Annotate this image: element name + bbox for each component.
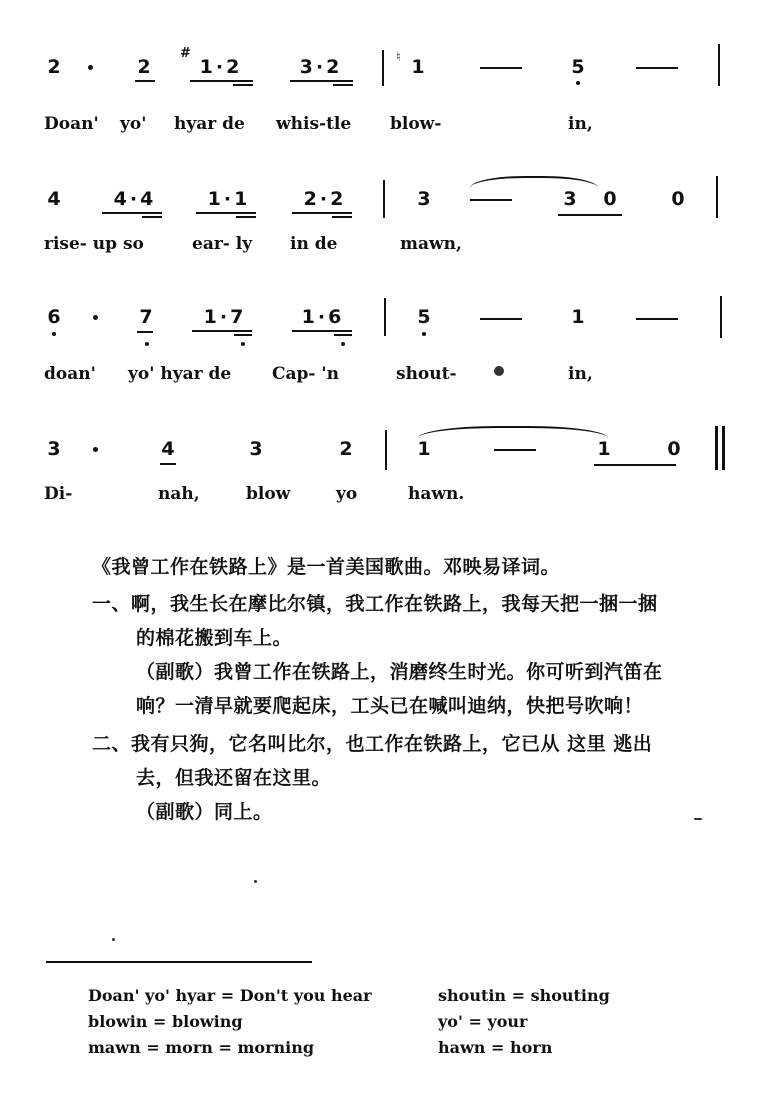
intro-text: 《我曾工作在铁路上》是一首美国歌曲。邓映易译词。 [92,556,561,578]
dash [636,67,678,69]
bar-line [384,298,386,336]
low-octave-dot [145,342,149,346]
dash [480,318,522,320]
note: 2 [47,56,61,78]
note-group: 1·7 [203,306,247,328]
dash [480,67,522,69]
underline [192,330,252,332]
chorus: （副歌）我曾工作在铁路上，消磨终生时光。你可听到汽笛在 [136,661,663,683]
footnote-left: Doan' yo' hyar = Don't you hear [88,986,372,1005]
underline [160,463,176,465]
lyric: doan' [44,364,96,384]
underline [196,212,256,214]
underline [290,80,353,82]
verse-2-cont: 去，但我还留在这里。 [136,767,332,789]
note-group: 2·2 [303,188,347,210]
footnote-right: hawn = horn [438,1038,553,1057]
note: 7 [139,306,153,328]
note: 3 [563,188,577,210]
dash [636,318,678,320]
chorus-cont: 响？一清早就要爬起床，工头已在喊叫迪纳，快把号吹响！ [136,695,644,717]
lyric: rise- up so [44,234,144,254]
underline [190,80,253,82]
tie [418,426,608,438]
underline [292,330,352,332]
underline [142,216,162,218]
underline [333,84,353,86]
tie [470,176,598,188]
lyric: yo' hyar de [128,364,232,384]
underline [233,84,253,86]
underline [234,334,252,336]
bar-line [716,176,718,218]
note: 3 [417,188,431,210]
verse-2: 二、我有只狗，它名叫比尔，也工作在铁路上，它已从 这里 逃出 [92,733,653,755]
lyric: ear- ly [192,234,253,254]
dash [494,449,536,451]
footnote-rule [46,961,312,963]
low-octave-dot [52,332,56,336]
print-speck [112,938,115,941]
note: 1 [417,438,431,460]
print-speck [694,818,702,820]
note: 5 [571,56,585,78]
lyric: whis-tle [276,114,352,134]
dot-extension [93,315,98,320]
dash [470,199,512,201]
lyric: mawn, [400,234,462,254]
underline [137,331,153,333]
bar-line [718,44,720,86]
footnote-right: shoutin = shouting [438,986,610,1005]
note: 1 [411,56,425,78]
lyric: yo' [120,114,147,134]
final-bar-line [715,426,718,470]
lyric: hyar de [174,114,245,134]
note: 0 [667,438,681,460]
lyric: in, [568,364,593,384]
note: 4 [47,188,61,210]
lyric: Cap- 'n [272,364,339,384]
bar-line [382,50,384,86]
underline [332,216,352,218]
note: 5 [417,306,431,328]
underline [558,214,622,216]
note-group: 1·1 [207,188,251,210]
note: 1 [597,438,611,460]
note-group: 1·6 [301,306,345,328]
bar-line [720,296,722,338]
note: 2 [339,438,353,460]
ink-blot [494,366,504,376]
bar-line [383,180,385,218]
footnote-right: yo' = your [438,1012,528,1031]
dot-extension [88,65,93,70]
lyric: blow- [390,114,442,134]
underline [594,464,676,466]
note: 0 [603,188,617,210]
lyric: in, [568,114,593,134]
low-octave-dot [341,342,345,346]
underline [236,216,256,218]
note: 0 [671,188,685,210]
lyric: Doan' [44,114,99,134]
lyric: yo [336,484,358,504]
bar-line [385,430,387,470]
footnote-left: mawn = morn = morning [88,1038,315,1057]
lyric: nah, [158,484,200,504]
underline [334,334,352,336]
underline [102,212,162,214]
low-octave-dot [422,332,426,336]
note: 4 [161,438,175,460]
low-octave-dot [241,342,245,346]
note-group: 1·2 [199,56,243,78]
verse-1-cont: 的棉花搬到车上。 [136,627,293,649]
verse-1: 一、啊，我生长在摩比尔镇，我工作在铁路上，我每天把一捆一捆 [92,593,658,615]
underline [292,212,352,214]
underline [135,80,155,82]
chorus-2: （副歌）同上。 [136,801,273,823]
sharp-icon: # [180,46,191,61]
note: 2 [137,56,151,78]
note: 6 [47,306,61,328]
note: 1 [571,306,585,328]
print-speck [254,880,257,883]
natural-icon: ♮ [396,50,401,65]
note-group: 3·2 [299,56,343,78]
lyric: blow [246,484,291,504]
note: 3 [47,438,61,460]
final-bar-line [722,426,725,470]
dot-extension [93,447,98,452]
lyric: shout- [396,364,457,384]
lyric: Di- [44,484,73,504]
lyric: hawn. [408,484,465,504]
low-octave-dot [576,81,580,85]
note: 3 [249,438,263,460]
note-group: 4·4 [113,188,157,210]
footnote-left: blowin = blowing [88,1012,243,1031]
lyric: in de [290,234,338,254]
